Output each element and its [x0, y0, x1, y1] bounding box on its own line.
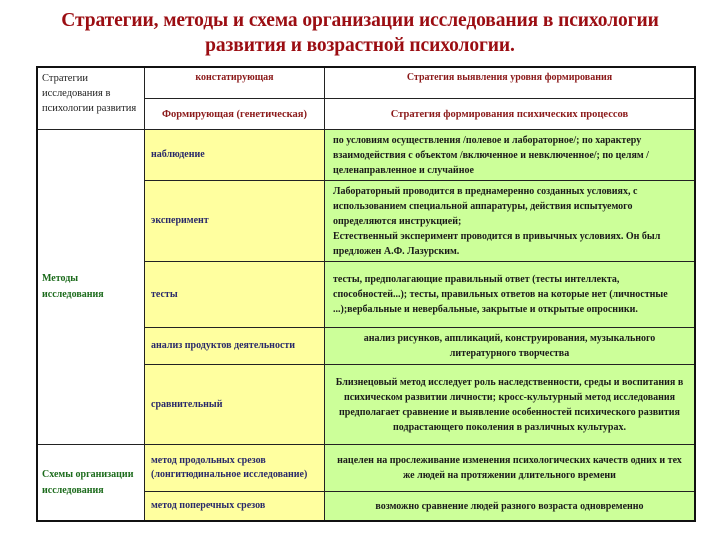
experiment-natural-text: Естественный эксперимент проводится в привычных условиях. Он был предложен А.Ф. Лазурским. — [333, 230, 661, 257]
strategy-name-ascertaining: констатирующая — [145, 68, 325, 99]
method-description-observation: по условиям осуществления /полевое и лабораторное/; по характеру взаимодействия с объектом /включенное и невключенное/; по целям /целенаправленное и случайное — [325, 130, 694, 181]
method-description-comparative: Близнецовый метод исследует роль наследственности, среды и воспитания в психическом развитии личности; кросс-культурный метод исследования предполагает сравнение и выявление особенностей психического развития подрастающего поколения в различных культурах. — [325, 365, 694, 445]
scheme-name-cross-sectional: метод поперечных срезов — [145, 492, 325, 520]
method-name-comparative: сравнительный — [145, 365, 325, 445]
title-line-2: развития и возрастной психологии. — [205, 35, 515, 56]
scheme-description-cross-sectional: возможно сравнение людей разного возраста одновременно — [325, 492, 694, 520]
method-description-product-analysis: анализ рисунков, аппликаций, конструирования, музыкального литературного творчества — [325, 328, 694, 365]
page-title — [0, 8, 720, 58]
experiment-laboratory-text: Лабораторный проводится в преднамеренно созданных условиях, с использованием специальной аппаратуры, действия испытуемого определяются инструкцией; — [333, 185, 638, 227]
title-line-1: Стратегии, методы и схема организации исследования в психологии — [61, 10, 659, 31]
method-name-observation: наблюдение — [145, 130, 325, 181]
method-description-experiment — [325, 181, 694, 262]
research-table — [36, 66, 696, 522]
strategy-name-formative: Формирующая (генетическая) — [145, 99, 325, 130]
strategy-description-ascertaining: Стратегия выявления уровня формирования — [325, 68, 694, 99]
method-name-experiment: эксперимент — [145, 181, 325, 262]
strategies-label: Стратегии исследования в психологии развития — [38, 68, 145, 130]
schemes-label: Схемы организации исследования — [38, 445, 145, 520]
scheme-description-longitudinal: нацелен на прослеживание изменения психологических качеств одних и тех же людей на протяжении длительного времени — [325, 445, 694, 492]
methods-label: Методы исследования — [38, 130, 145, 445]
scheme-name-longitudinal: метод продольных срезов (лонгитюдинальное исследование) — [145, 445, 325, 492]
method-name-tests: тесты — [145, 262, 325, 328]
method-name-product-analysis: анализ продуктов деятельности — [145, 328, 325, 365]
method-description-tests: тесты, предполагающие правильный ответ (тесты интеллекта, способностей...); тесты, правильных ответов на которые нет (личностные ...);вербальные и невербальные, закрытые и открытые опросники. — [325, 262, 694, 328]
strategy-description-formative: Стратегия формирования психических процессов — [325, 99, 694, 130]
